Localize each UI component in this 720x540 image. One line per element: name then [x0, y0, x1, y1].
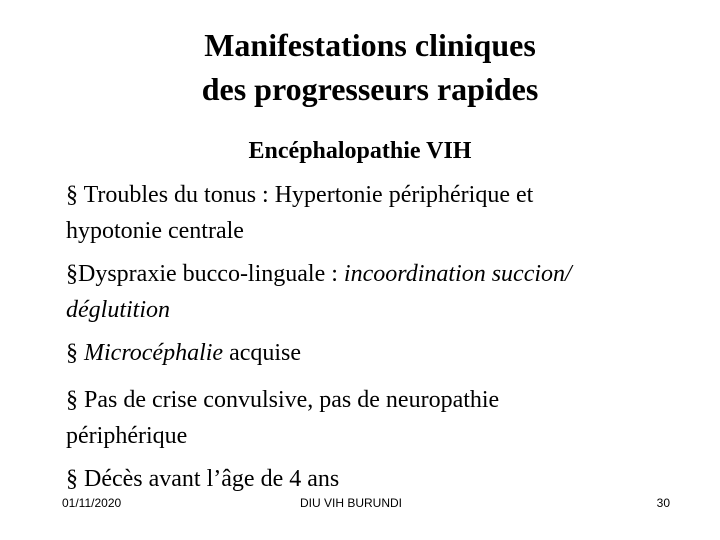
- slide-title-line-2: des progresseurs rapides: [201, 71, 539, 107]
- bullet-item-5: [66, 461, 676, 497]
- bullet-text: Troubles du tonus : Hypertonie périphérique et: [83, 182, 534, 208]
- bullet-item-2: [66, 256, 676, 328]
- footer-center-text: DIU VIH BURUNDI: [300, 496, 403, 510]
- bullet-text-italic: Microcéphalie: [84, 340, 224, 366]
- bullet-marker: §: [66, 340, 78, 366]
- bullet-text-continued: hypotonie centrale: [66, 218, 244, 244]
- slide-title-line-1: Manifestations cliniques: [204, 27, 536, 63]
- bullet-marker: §: [66, 261, 78, 287]
- footer-date: 01/11/2020: [62, 496, 122, 510]
- bullet-text: acquise: [223, 340, 302, 366]
- bullet-marker: §: [66, 387, 78, 413]
- bullet-item-3: [66, 335, 676, 371]
- bullet-marker: §: [66, 466, 78, 492]
- bullet-text-italic: incoordination succion/: [343, 261, 572, 287]
- bullet-text: Dyspraxie bucco-linguale :: [78, 261, 344, 287]
- bullet-text: Pas de crise convulsive, pas de neuropathie: [84, 387, 500, 413]
- bullet-item-1: [66, 177, 676, 249]
- bullet-text-italic-continued: déglutition: [66, 297, 170, 323]
- bullet-text-continued: périphérique: [66, 423, 188, 449]
- footer-page-number: 30: [656, 496, 670, 510]
- slide-subtitle: Encéphalopathie VIH: [248, 138, 472, 164]
- bullet-marker: §: [66, 182, 78, 208]
- bullet-item-4: [66, 382, 676, 454]
- bullet-text: Décès avant l’âge de 4 ans: [84, 466, 340, 492]
